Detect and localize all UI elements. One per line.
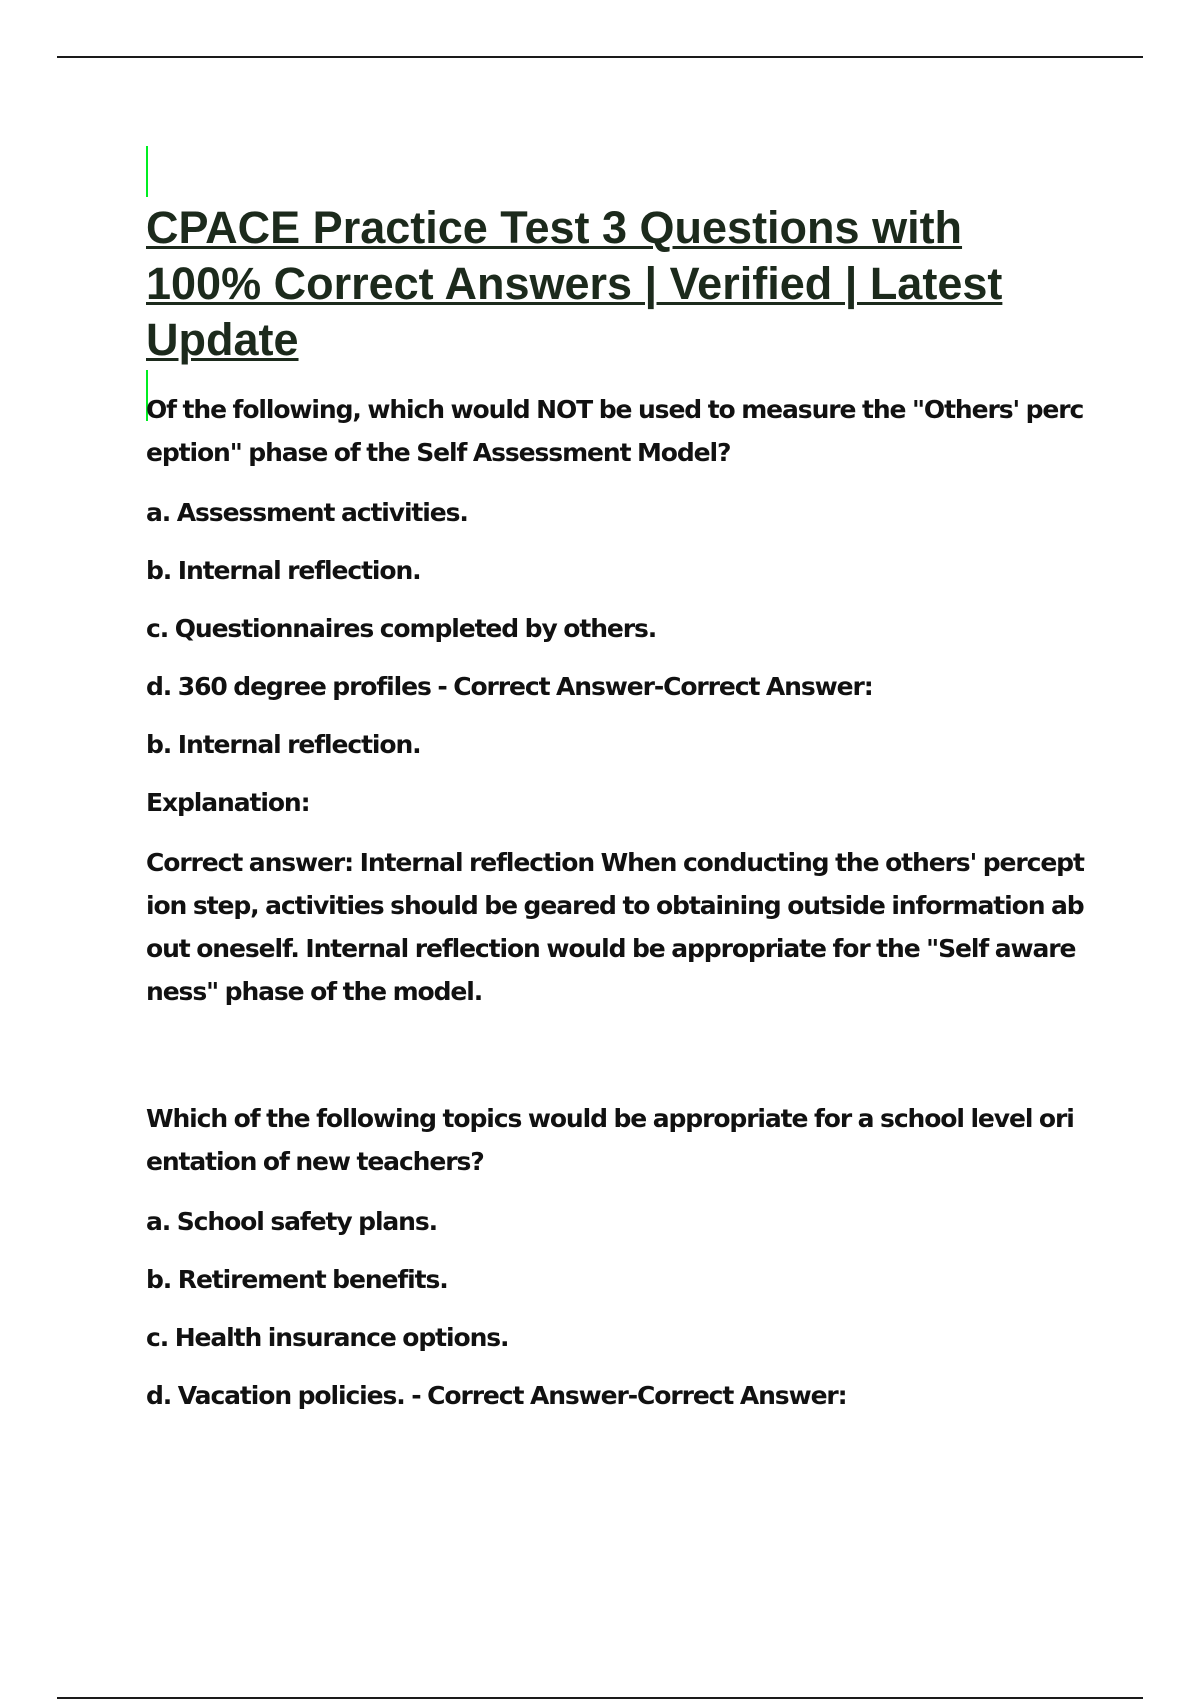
- question-1: [146, 388, 1106, 1013]
- explanation-line: ion step, activities should be geared to obtaining outside information ab: [146, 891, 1084, 920]
- explanation-text: [146, 841, 1106, 1013]
- question-prompt-line: entation of new teachers?: [146, 1147, 484, 1176]
- option-a: a. School safety plans.: [146, 1207, 438, 1236]
- question-prompt: [146, 1097, 1106, 1183]
- document-title: [146, 144, 1086, 424]
- explanation-label: Explanation:: [146, 788, 310, 817]
- option-b: b. Internal reflection.: [146, 556, 421, 585]
- question-prompt: [146, 388, 1106, 474]
- option-d: d. Vacation policies. - Correct Answer-Correct Answer:: [146, 1381, 847, 1410]
- title-line: CPACE Practice Test 3 Questions with: [146, 202, 963, 253]
- question-prompt-line: Of the following, which would NOT be used to measure the "Others' perc: [146, 395, 1084, 424]
- explanation-line: ness" phase of the model.: [146, 977, 483, 1006]
- top-rule: [57, 56, 1143, 58]
- option-d: d. 360 degree profiles - Correct Answer-Correct Answer:: [146, 672, 873, 701]
- option-b: b. Retirement benefits.: [146, 1265, 448, 1294]
- bottom-rule: [57, 1697, 1143, 1699]
- option-c: c. Questionnaires completed by others.: [146, 614, 657, 643]
- option-a: a. Assessment activities.: [146, 498, 468, 527]
- question-prompt-line: Which of the following topics would be appropriate for a school level ori: [146, 1104, 1074, 1133]
- question-prompt-line: eption" phase of the Self Assessment Model?: [146, 438, 731, 467]
- section-gap: [146, 1013, 1106, 1097]
- title-line: Update: [146, 314, 299, 365]
- explanation-line: out oneself. Internal reflection would be appropriate for the "Self aware: [146, 934, 1076, 963]
- document-body: [146, 388, 1106, 1434]
- title-line: 100% Correct Answers | Verified | Latest: [146, 258, 1003, 309]
- question-2: [146, 1097, 1106, 1415]
- correct-answer: b. Internal reflection.: [146, 730, 421, 759]
- option-c: c. Health insurance options.: [146, 1323, 509, 1352]
- explanation-line: Correct answer: Internal reflection When conducting the others' percept: [146, 848, 1084, 877]
